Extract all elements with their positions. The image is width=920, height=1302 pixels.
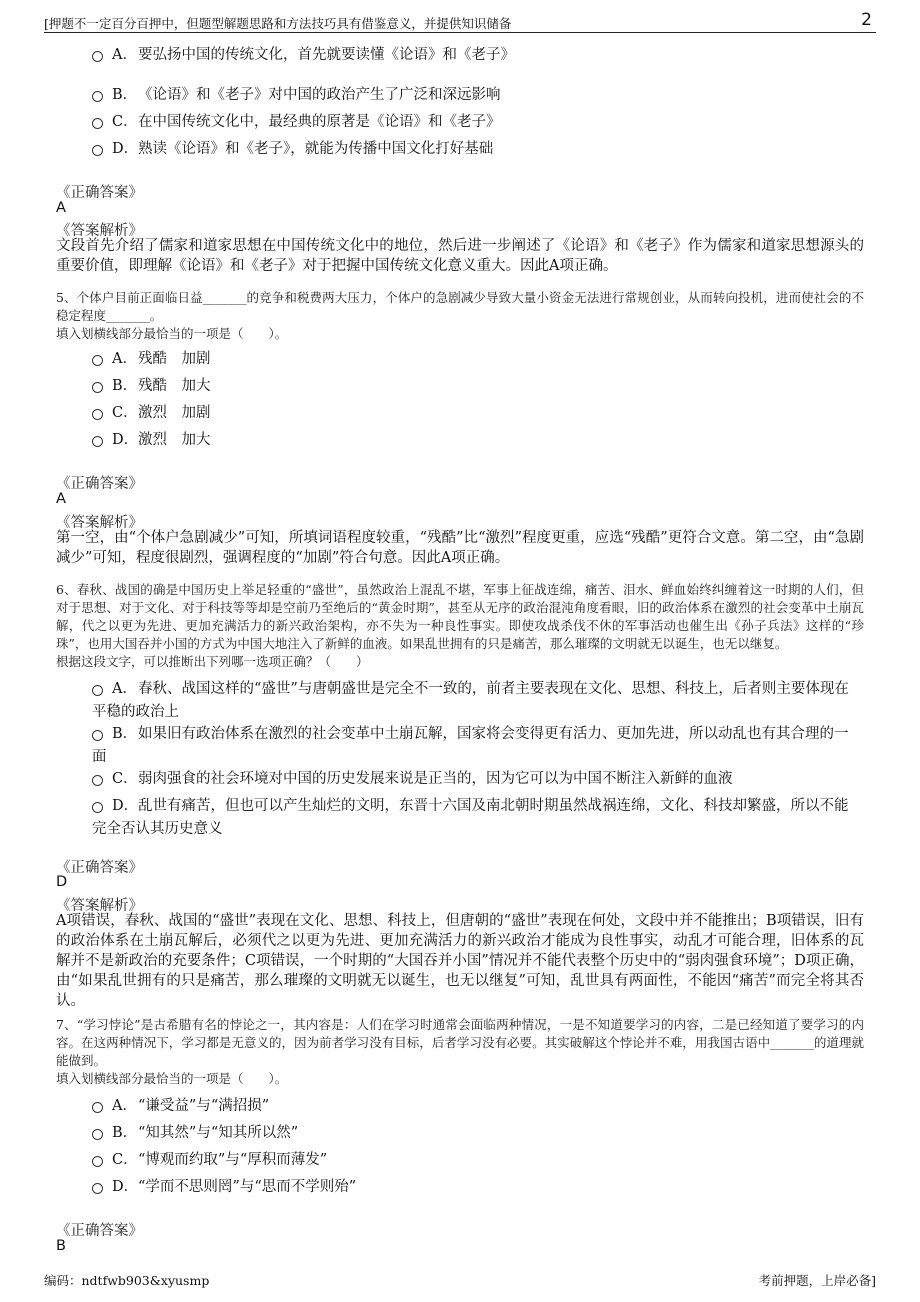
q7-answer: B <box>56 1238 66 1254</box>
q4-answer-label: 《正确答案》 <box>56 185 143 201</box>
q5-analysis: 第一空，由“个体户急剧减少”可知，所填词语程度较重，“残酷”比“激烈”程度更重，应选“残酷”更符合文意。第二空，由“急剧减少”可知，程度很剧烈，强调程度的“加剧”符合句意。因此A项正确。 <box>56 530 864 566</box>
q6-stem: 6、春秋、战国的确是中国历史上举足轻重的“盛世”，虽然政治上混乱不堪，军事上征战连绵，痛苦、泪水、鲜血始终纠缠着这一时期的人们，但对于思想、对于文化、对于科技等等却是空前乃至绝后的“黄金时期”，甚至从无序的政治混沌角度看眼，旧的政治体系在激烈的社会变革中土崩瓦解，代之以更为先进、更加充满活力的新兴政治架构，亦不失为一种良性事实。即使攻战杀伐不休的军事活动也催生出《孙子兵法》这样的“珍珠”，也用大国吞并小国的方式为中国大地注入了新鲜的血液。如果乱世拥有的只是痛苦，那么璀璨的文明就无以诞生，也无以继复。 根据这段文字，可以推断出下列哪一选项正确？（ ） <box>56 582 864 669</box>
q7-option-c[interactable]: C．“博观而约取”与“厚积而薄发” <box>92 1149 862 1172</box>
radio-icon[interactable] <box>92 1102 103 1113</box>
radio-icon[interactable] <box>92 409 103 420</box>
q5-prompt: 填入划横线部分最恰当的一项是（ ）。 <box>56 326 288 341</box>
q4-option-b[interactable]: B．《论语》和《老子》对中国的政治产生了广泛和深远影响 <box>92 84 862 107</box>
q4-option-a[interactable]: A．要弘扬中国的传统文化，首先就要读懂《论语》和《老子》 <box>92 44 862 67</box>
q5-answer: A <box>56 491 66 507</box>
q6-prompt: 根据这段文字，可以推断出下列哪一选项正确？（ ） <box>56 654 369 669</box>
q6-analysis: A项错误，春秋、战国的“盛世”表现在文化、思想、科技上，但唐朝的“盛世”表现在何处，文段中并不能推出；B项错误，旧有的政治体系在土崩瓦解后，必须代之以更为先进、更加充满活力的新兴政治才能成为良性事实，动乱才可能合理，旧体系的瓦解并不是新政治的充要条件；C项错误，一个时期的“大国吞并小国”情况并不能代表整个历史中的“弱肉强食环境”；D项正确，由“如果乱世拥有的只是痛苦，那么璀璨的文明就无以诞生，也无以继复”可知，乱世具有两面性，不能因“痛苦”而完全将其否认。 <box>56 913 864 1009</box>
q5-option-d[interactable]: D．激烈 加大 <box>92 429 862 452</box>
q4-answer: A <box>56 200 66 216</box>
radio-icon[interactable] <box>92 51 103 62</box>
q5-answer-label: 《正确答案》 <box>56 476 143 492</box>
header-text: [押题不一定百分百押中，但题型解题思路和方法技巧具有借鉴意义，并提供知识储备 <box>44 16 512 31</box>
q7-option-a[interactable]: A．“谦受益”与“满招损” <box>92 1095 862 1118</box>
q6-option-b[interactable]: B．如果旧有政治体系在激烈的社会变革中土崩瓦解，国家将会变得更有活力、更加先进，所以动乱也有其合理的一面 <box>92 726 849 765</box>
footer-code: 编码：ndtfwb903&xyusmp <box>44 1273 210 1288</box>
q4-option-c[interactable]: C．在中国传统文化中，最经典的原著是《论语》和《老子》 <box>92 111 862 134</box>
radio-icon[interactable] <box>92 802 103 813</box>
q6-analysis-label: 《答案解析》 <box>56 898 143 914</box>
radio-icon[interactable] <box>92 685 103 696</box>
q7-answer-label: 《正确答案》 <box>56 1223 143 1239</box>
q5-analysis-label: 《答案解析》 <box>56 515 143 531</box>
q7-option-b[interactable]: B．“知其然”与“知其所以然” <box>92 1122 862 1145</box>
q4-analysis: 文段首先介绍了儒家和道家思想在中国传统文化中的地位，然后进一步阐述了《论语》和《老子》作为儒家和道家思想源头的重要价值，即理解《论语》和《老子》对于把握中国传统文化意义重大。因此A项正确。 <box>56 238 864 274</box>
radio-icon[interactable] <box>92 118 103 129</box>
q7-prompt: 填入划横线部分最恰当的一项是（ ）。 <box>56 1071 288 1086</box>
radio-icon[interactable] <box>92 145 103 156</box>
q7-option-d[interactable]: D．“学而不思则罔”与“思而不学则殆” <box>92 1176 862 1199</box>
q6-answer-label: 《正确答案》 <box>56 860 143 876</box>
q6-option-d[interactable]: D．乱世有痛苦，但也可以产生灿烂的文明，东晋十六国及南北朝时期虽然战祸连绵，文化、科技却繁盛，所以不能完全否认其历史意义 <box>92 798 849 837</box>
radio-icon[interactable] <box>92 1183 103 1194</box>
page-header <box>44 10 876 33</box>
q5-option-a[interactable]: A．残酷 加剧 <box>92 348 862 371</box>
radio-icon[interactable] <box>92 91 103 102</box>
q5-option-b[interactable]: B．残酷 加大 <box>92 375 862 398</box>
radio-icon[interactable] <box>92 1129 103 1140</box>
radio-icon[interactable] <box>92 775 103 786</box>
radio-icon[interactable] <box>92 355 103 366</box>
radio-icon[interactable] <box>92 1156 103 1167</box>
radio-icon[interactable] <box>92 730 103 741</box>
q4-option-d[interactable]: D．熟读《论语》和《老子》，就能为传播中国文化打好基础 <box>92 138 862 161</box>
q5-stem: 5、个体户目前正面临日益_______的竞争和税费两大压力，个体户的急剧减少导致大量小资金无法进行常规创业，从而转向投机，进而使社会的不稳定程度_______。 填入划横线部分最恰当的一项是（ ）。 <box>56 290 864 341</box>
q5-option-c[interactable]: C．激烈 加剧 <box>92 402 862 425</box>
page-number: 2 <box>861 10 872 30</box>
q6-option-c[interactable]: C．弱肉强食的社会环境对中国的历史发展来说是正当的，因为它可以为中国不断注入新鲜的血液 <box>92 768 862 791</box>
radio-icon[interactable] <box>92 382 103 393</box>
q4-analysis-label: 《答案解析》 <box>56 223 143 239</box>
footer-slogan: 考前押题，上岸必备] <box>758 1273 876 1288</box>
q6-option-a[interactable]: A．春秋、战国这样的“盛世”与唐朝盛世是完全不一致的，前者主要表现在文化、思想、科技上，后者则主要体现在平稳的政治上 <box>92 681 849 720</box>
radio-icon[interactable] <box>92 436 103 447</box>
q7-stem: 7、“学习悖论”是古希腊有名的悖论之一，其内容是：人们在学习时通常会面临两种情况，一是不知道要学习的内容，二是已经知道了要学习的内容。在这两种情况下，学习都是无意义的，因为前者学习没有目标，后者学习没有必要。其实破解这个悖论并不难，用我国古语中_______的道理就能做到。 填入划横线部分最恰当的一项是（ ）。 <box>56 1017 864 1086</box>
q6-answer: D <box>56 874 68 890</box>
